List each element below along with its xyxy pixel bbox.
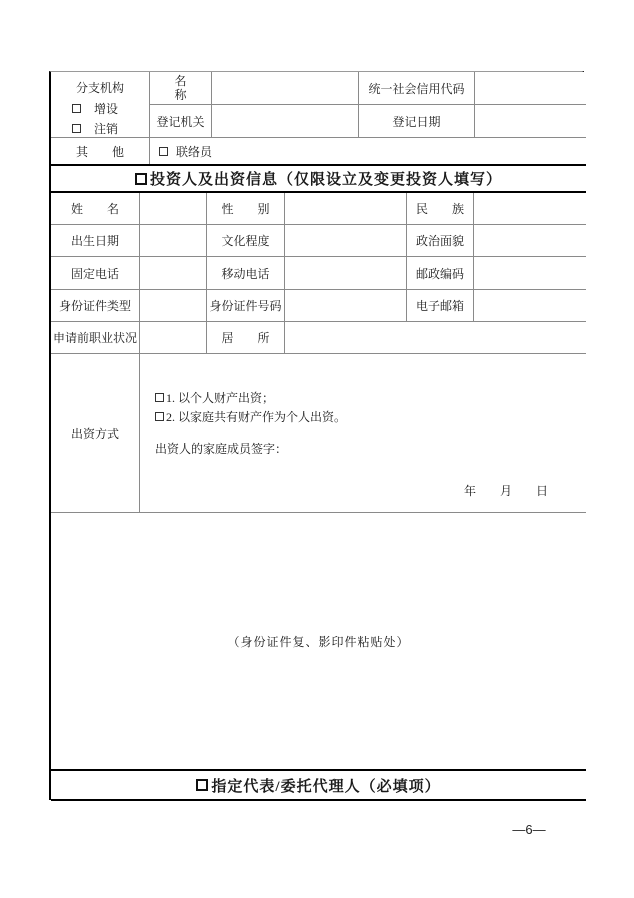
field-label-mobile: 移动电话 <box>207 257 285 290</box>
agent-section-checkbox[interactable] <box>196 779 208 791</box>
contribution-option-1[interactable] <box>155 388 586 407</box>
field-label-phone: 固定电话 <box>51 257 140 290</box>
contribution-option-1-checkbox[interactable] <box>155 393 164 402</box>
field-value-residence[interactable] <box>285 322 586 354</box>
other-label-cell: 其 他 <box>51 138 150 164</box>
field-label-email: 电子邮箱 <box>407 290 474 322</box>
branch-add-label: 增设 <box>94 102 119 117</box>
field-value-occupation[interactable] <box>140 322 207 354</box>
branch-name-value-cell[interactable] <box>212 72 359 105</box>
field-value-birth[interactable] <box>140 225 207 257</box>
field-label-id-number: 身份证件号码 <box>207 290 285 322</box>
branch-cancel-checkbox[interactable] <box>72 124 81 133</box>
family-signature-label: 出资人的家庭成员签字： <box>155 442 288 456</box>
field-value-id-number[interactable] <box>285 290 407 322</box>
field-value-postcode[interactable] <box>474 257 586 290</box>
field-label-name: 姓 名 <box>51 193 140 225</box>
branch-option-add[interactable] <box>51 100 149 118</box>
field-label-id-type: 身份证件类型 <box>51 290 140 322</box>
contribution-option-1-label: 1. 以个人财产出资； <box>166 391 275 405</box>
registry-label-cell: 登记机关 <box>150 105 212 138</box>
field-label-occupation: 申请前职业状况 <box>51 322 140 354</box>
field-value-id-type[interactable] <box>140 290 207 322</box>
reg-date-label-cell: 登记日期 <box>359 105 475 138</box>
investor-section-checkbox[interactable] <box>135 173 147 185</box>
investor-section-title: 投资人及出资信息（仅限设立及变更投资人填写） <box>149 172 502 188</box>
agent-section-header <box>51 769 586 801</box>
branch-label: 分支机构 <box>75 81 124 95</box>
id-paste-note: （身份证件复、影印件粘贴处） <box>227 634 410 649</box>
contribution-content-cell <box>140 354 586 513</box>
branch-option-cancel[interactable] <box>51 120 149 138</box>
field-label-postcode: 邮政编码 <box>407 257 474 290</box>
branch-name-label: 名称 <box>174 74 187 102</box>
reg-date-value-cell[interactable] <box>475 105 586 138</box>
branch-name-label-cell <box>150 72 212 105</box>
field-label-politics: 政治面貌 <box>407 225 474 257</box>
agent-section-title: 指定代表/委托代理人（必填项） <box>211 778 441 795</box>
field-label-birth: 出生日期 <box>51 225 140 257</box>
field-label-ethnic: 民 族 <box>407 193 474 225</box>
field-label-education: 文化程度 <box>207 225 285 257</box>
registration-form-table <box>49 71 584 800</box>
credit-code-value-cell[interactable] <box>475 72 586 105</box>
contribution-label-cell: 出资方式 <box>51 354 140 513</box>
contribution-option-2-checkbox[interactable] <box>155 412 164 421</box>
credit-code-label-cell: 统一社会信用代码 <box>359 72 475 105</box>
contribution-option-2[interactable] <box>155 407 586 426</box>
field-label-residence: 居 所 <box>207 322 285 354</box>
field-value-politics[interactable] <box>474 225 586 257</box>
page-number: —6— <box>512 822 546 837</box>
liaison-cell <box>150 138 586 164</box>
contribution-option-2-label: 2. 以家庭共有财产作为个人出资。 <box>166 410 347 424</box>
date-line: 年 月 日 <box>463 484 548 498</box>
field-value-name[interactable] <box>140 193 207 225</box>
field-label-gender: 性 别 <box>207 193 285 225</box>
branch-add-checkbox[interactable] <box>72 104 81 113</box>
field-value-mobile[interactable] <box>285 257 407 290</box>
branch-section-cell <box>51 72 150 138</box>
field-value-ethnic[interactable] <box>474 193 586 225</box>
liaison-label: 联络员 <box>176 144 213 159</box>
field-value-phone[interactable] <box>140 257 207 290</box>
id-paste-area <box>51 513 586 769</box>
field-value-education[interactable] <box>285 225 407 257</box>
field-value-email[interactable] <box>474 290 586 322</box>
branch-cancel-label: 注销 <box>94 121 119 136</box>
investor-section-header <box>51 164 586 193</box>
liaison-checkbox[interactable] <box>159 147 168 156</box>
registry-value-cell[interactable] <box>212 105 359 138</box>
field-value-gender[interactable] <box>285 193 407 225</box>
